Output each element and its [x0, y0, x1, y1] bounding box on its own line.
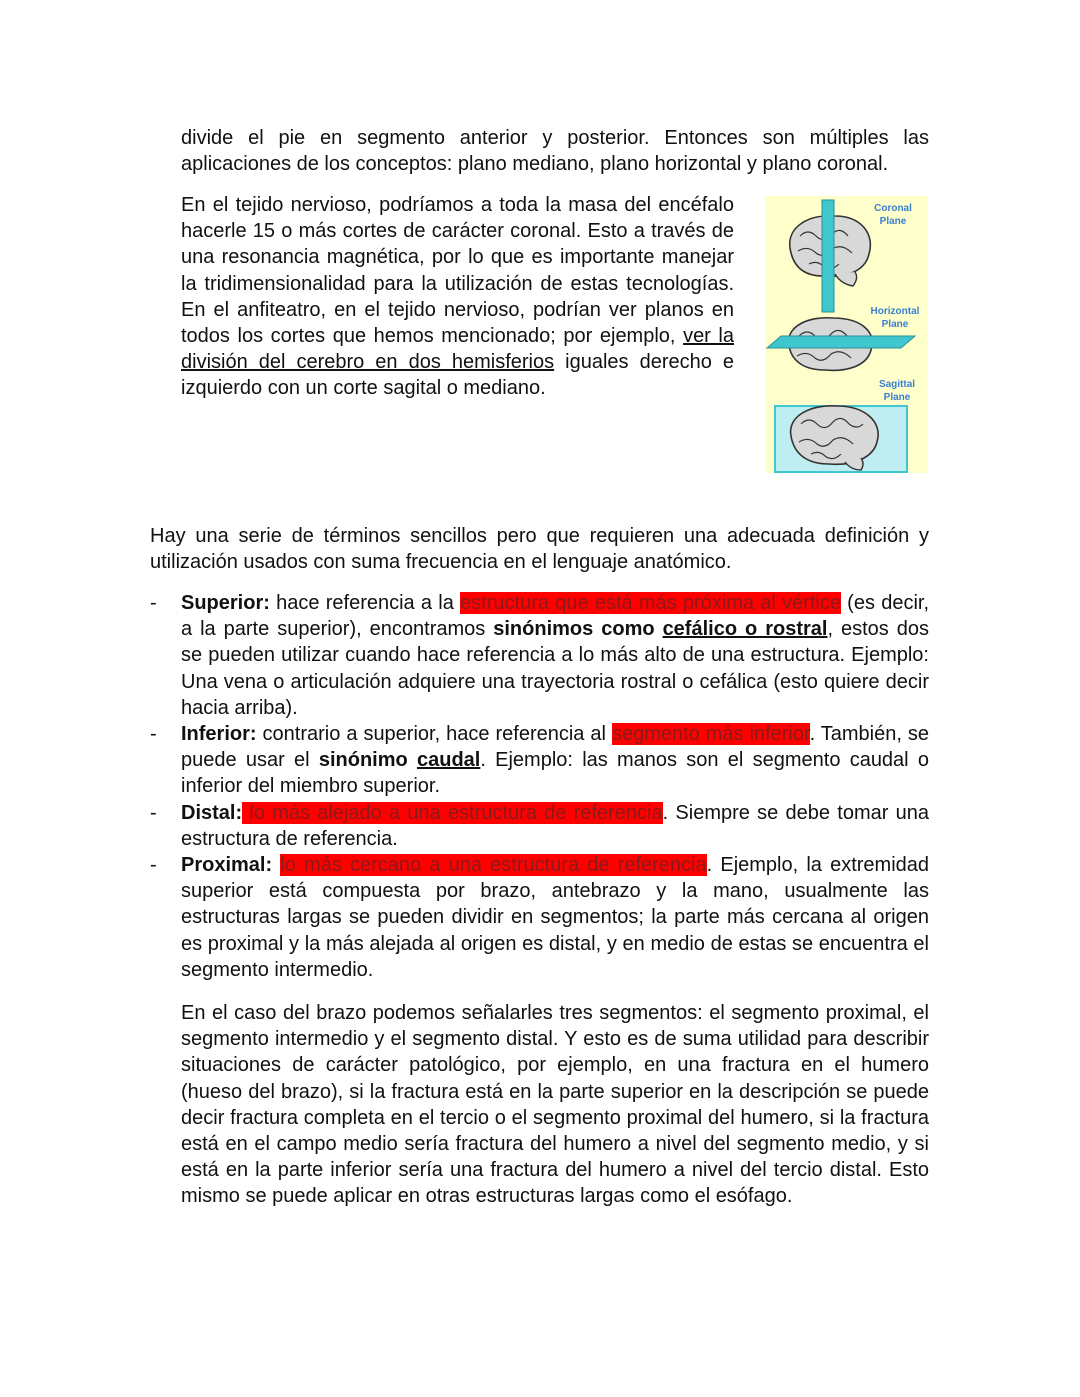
term-inferior-text-1: contrario a superior, hace referencia al [256, 723, 612, 746]
term-superior-synonyms: sinónimos como [493, 618, 663, 641]
term-proximal-text-1: . Ejemplo, la extremidad superior está compuesta por brazo, antebrazo y la mano, usualmente las estructuras largas se pueden dividir en segmentos; la parte más cercana al origen es proximal y la más alejada al origen es distal, y en medio de estas se encuentra el segmento intermedio. [181, 854, 930, 981]
sagittal-label-1: Sagittal [878, 379, 916, 390]
horizontal-label-2: Plane [881, 319, 909, 330]
term-superior-synonyms-underlined: cefálico o rostral [662, 618, 828, 641]
term-distal-highlight: lo más alejado a una estructura de referencia [242, 801, 663, 824]
horizontal-plane-shape [767, 336, 915, 348]
term-proximal-highlight: lo más cercano a una estructura de referencia [280, 854, 707, 877]
term-proximal-label: Proximal: [181, 854, 273, 877]
list-dash: - [150, 801, 157, 824]
coronal-label-1: Coronal [874, 203, 912, 214]
term-superior-text-3: , estos dos se pueden utilizar cuando hace referencia a lo más alto de una estructura. Ejemplo: Una vena o articulación adquiere una trayectoria rostral o cefálica (esto quiere decir hacia arriba). [181, 618, 930, 719]
term-inferior-text-2: . También, se puede usar el [181, 723, 929, 772]
hemispheres-underlined-text: ver la división del cerebro en dos hemisferios [181, 325, 734, 374]
term-distal [150, 800, 929, 852]
arm-segments-paragraph: En el caso del brazo podemos señalarles tres segmentos: el segmento proximal, el segmento intermedio y el segmento distal. Y esto es de suma utilidad para describir situaciones de carácter patológico, por ejemplo, en una fractura en el humero (hueso del brazo), si la fractura está en la parte superior en la descripción se puede decir fractura completa en el tercio o el segmento proximal del humero, si la fractura está en el campo medio sería fractura del humero a nivel del segmento medio, y si está en la parte inferior sería una fractura del humero a nivel del tercio distal. Esto mismo se puede aplicar en otras estructuras largas como el esófago. [181, 1002, 929, 1208]
term-superior-text-1: hace referencia a la [269, 592, 461, 614]
term-inferior-text-3: . Ejemplo: las manos son el segmento caudal o inferior del miembro superior. [181, 749, 929, 798]
term-inferior-highlight: segmento más inferior [611, 723, 810, 746]
term-superior-label: Superior: [181, 592, 270, 614]
nervous-text-before: En el tejido nervioso, podríamos a toda la masa del encéfalo hacerle 15 o más cortes de carácter coronal. Esto a través de una resonancia magnética, por lo que es importante manejar la tridimensionalidad para la utilización de estas tecnologías. En el anfiteatro, en el tejido nervioso, podrían ver planos en todos los cortes que hemos mencionado; por ejemplo, [181, 194, 734, 348]
term-proximal [150, 852, 929, 983]
term-superior [150, 590, 929, 721]
term-distal-text-1: . Siempre se debe tomar una estructura de referencia. [181, 801, 930, 850]
terms-intro-paragraph: Hay una serie de términos sencillos pero que requieren una adecuada definición y utilización usados con suma frecuencia en el lenguaje anatómico. [150, 525, 929, 574]
sagittal-label-2: Plane [883, 392, 911, 403]
term-superior-text-2: (es decir, a la parte superior), encontramos [181, 592, 930, 641]
nervous-tissue-paragraph [181, 192, 734, 402]
brain-planes-illustration [765, 196, 928, 473]
intro-paragraph: divide el pie en segmento anterior y posterior. Entonces son múltiples las aplicaciones de los conceptos: plano mediano, plano horizontal y plano coronal. [181, 127, 929, 176]
term-inferior-label: Inferior: [181, 723, 257, 746]
brain-planes-figure [765, 196, 928, 473]
term-superior-highlight: estructura que está más próxima al vértice [460, 592, 841, 614]
coronal-plane-shape [822, 200, 834, 312]
term-inferior-synonym: sinónimo [318, 749, 417, 772]
coronal-label-2: Plane [879, 216, 907, 227]
term-distal-label: Distal: [181, 801, 243, 824]
list-dash: - [150, 592, 157, 614]
list-dash: - [150, 723, 157, 746]
horizontal-label-1: Horizontal [870, 306, 920, 317]
anatomical-terms-list [150, 590, 929, 983]
list-dash: - [150, 854, 157, 877]
term-inferior-synonym-underlined: caudal [416, 749, 481, 772]
nervous-text-after: iguales derecho e izquierdo con un corte sagital o mediano. [181, 351, 735, 400]
term-inferior [150, 721, 929, 800]
